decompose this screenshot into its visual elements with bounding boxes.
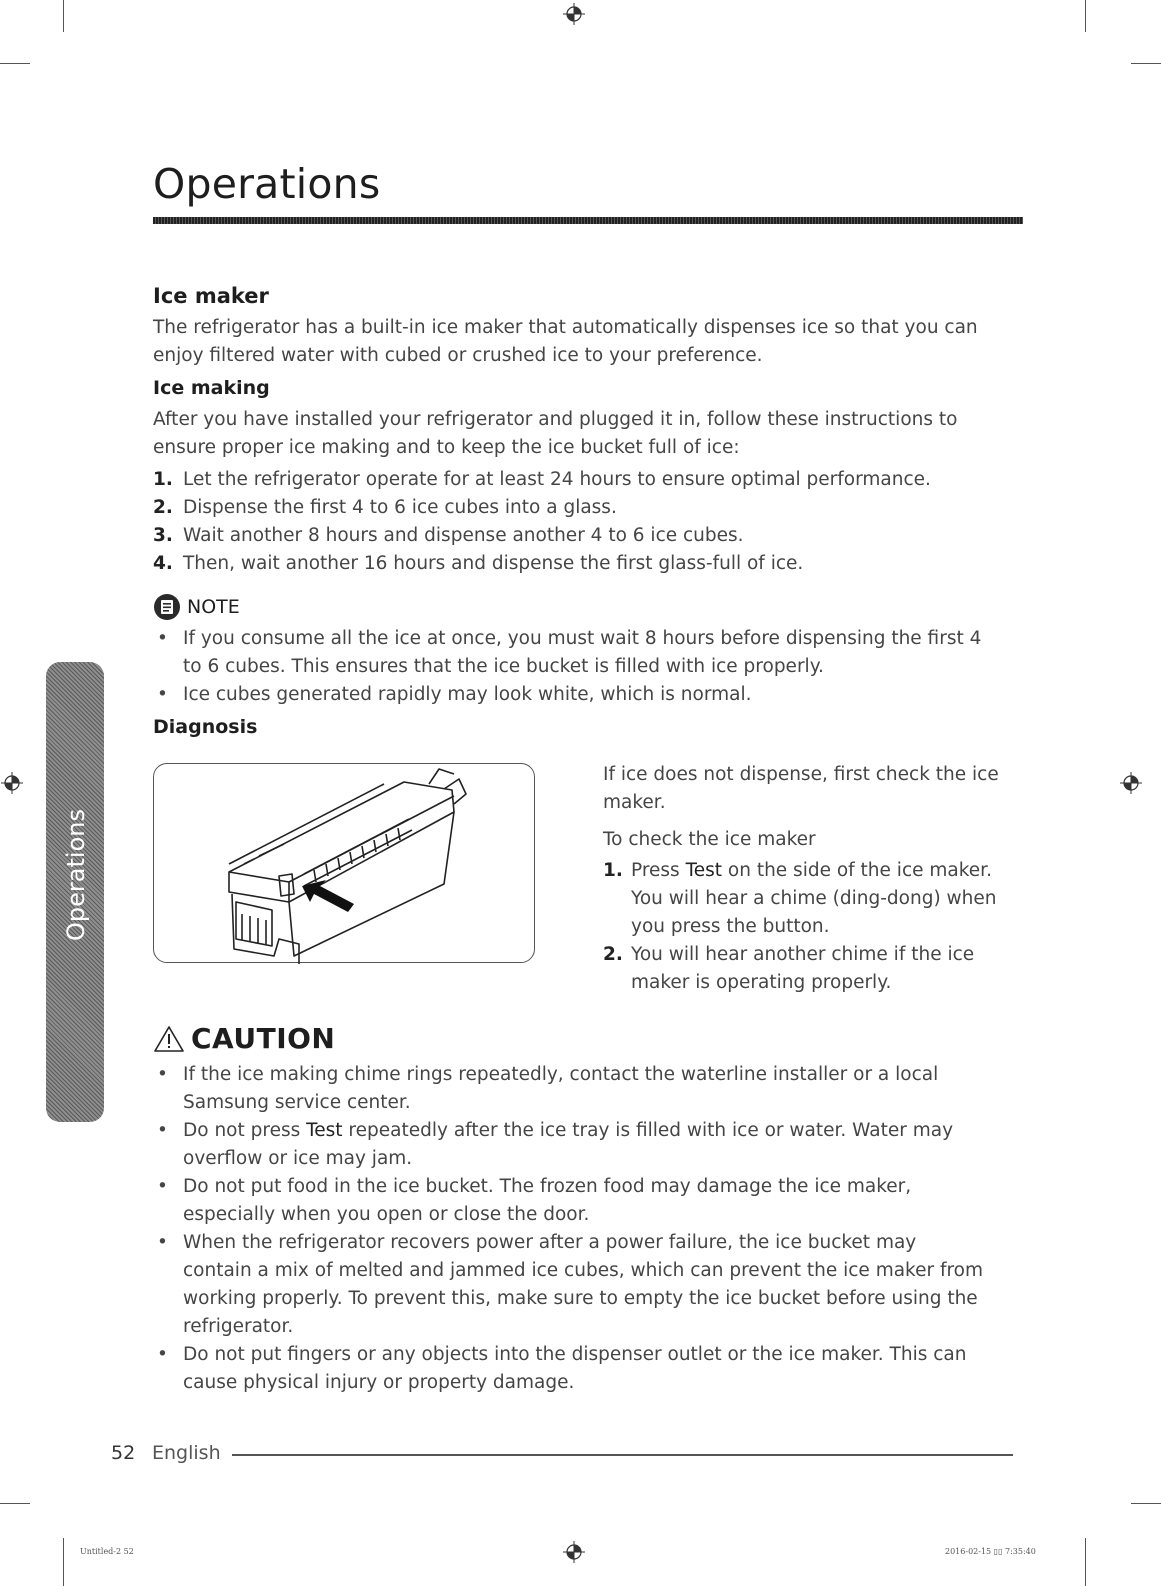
text-segment: Do not press [183, 1120, 307, 1141]
warning-icon [153, 1025, 185, 1053]
list-item [153, 466, 1003, 494]
caution-list [153, 1061, 1023, 1397]
page-number: 52 [111, 1442, 136, 1464]
footer-language: English [152, 1442, 221, 1464]
crop-mark [1131, 63, 1161, 64]
subheading-diagnosis: Diagnosis [153, 716, 258, 738]
crop-mark [0, 63, 30, 64]
ice-making-steps [153, 466, 1003, 578]
step-text: Then, wait another 16 hours and dispense the first glass-full of ice. [183, 553, 804, 574]
crop-mark [1131, 1503, 1161, 1504]
text-line: If the ice making chime rings repeatedly, contact the waterline installer or a local [183, 1064, 939, 1085]
diagnosis-steps [603, 857, 1023, 997]
caution-header [153, 1022, 335, 1055]
text-line: overflow or ice may jam. [183, 1148, 413, 1169]
text-line: Samsung service center. [183, 1092, 411, 1113]
text-line: You will hear another chime if the ice [631, 944, 975, 965]
step-number: 2. [153, 497, 173, 518]
ice-making-intro [153, 406, 1003, 462]
text-line: contain a mix of melted and jammed ice cubes, which can prevent the ice maker from [183, 1260, 984, 1281]
text-line: working properly. To prevent this, make sure to empty the ice bucket before using the [183, 1288, 978, 1309]
list-item [153, 1229, 1023, 1341]
bullet-icon: • [157, 1120, 168, 1141]
section-heading-ice-maker: Ice maker [153, 284, 269, 308]
print-slug-left: Untitled-2 52 [80, 1547, 134, 1556]
text-segment: repeatedly after the ice tray is filled with ice or water. Water may [342, 1120, 954, 1141]
crop-mark [0, 1503, 30, 1504]
crop-mark [63, 0, 64, 32]
print-slug-right: 2016-02-15 ▯▯ 7:35:40 [945, 1547, 1036, 1556]
diagnosis-intro [603, 761, 1023, 817]
list-item [153, 494, 1003, 522]
text-line: ensure proper ice making and to keep the ice bucket full of ice: [153, 437, 740, 458]
list-item [153, 1061, 1023, 1117]
list-item [153, 1173, 1023, 1229]
registration-mark-icon [1, 0, 23, 22]
list-item [153, 550, 1003, 578]
caution-label: CAUTION [191, 1022, 336, 1055]
crop-mark [1085, 0, 1086, 32]
text-line: The refrigerator has a built-in ice maker that automatically dispenses ice so that you can [153, 317, 978, 338]
subheading-ice-making: Ice making [153, 377, 270, 399]
text-line: maker is operating properly. [631, 972, 892, 993]
registration-mark-icon [563, 1541, 585, 1563]
text-line: refrigerator. [183, 1316, 294, 1337]
check-label: To check the ice maker [603, 829, 816, 850]
text-line: Ice cubes generated rapidly may look white, which is normal. [183, 684, 752, 705]
list-item [603, 941, 1023, 997]
text-line: Do not put food in the ice bucket. The frozen food may damage the ice maker, [183, 1176, 912, 1197]
side-tab-label: Operations [62, 809, 91, 941]
text-line: Do not put fingers or any objects into the dispenser outlet or the ice maker. This can [183, 1344, 967, 1365]
bullet-icon: • [157, 684, 168, 705]
note-header [153, 593, 240, 621]
registration-mark-icon [563, 3, 585, 25]
text-line: especially when you open or close the door. [183, 1204, 590, 1225]
list-item [153, 625, 1013, 681]
step-number: 4. [153, 553, 173, 574]
registration-mark-icon [1, 772, 23, 794]
text-line: When the refrigerator recovers power after a power failure, the ice bucket may [183, 1232, 917, 1253]
text-line: maker. [603, 792, 666, 813]
list-item [153, 681, 1013, 709]
test-button-label: Test [306, 1120, 343, 1141]
note-list [153, 625, 1013, 709]
text-segment: Press [631, 860, 686, 881]
text-line: If you consume all the ice at once, you must wait 8 hours before dispensing the first 4 [183, 628, 982, 649]
step-number: 1. [153, 469, 173, 490]
list-item [153, 1341, 1023, 1397]
title-rule [153, 217, 1023, 224]
text-line: You will hear a chime (ding-dong) when [631, 888, 997, 909]
note-label: NOTE [187, 596, 240, 618]
page-title: Operations [153, 160, 381, 208]
bullet-icon: • [157, 1176, 168, 1197]
list-item [603, 857, 1023, 941]
bullet-icon: • [157, 1232, 168, 1253]
text-line: If ice does not dispense, first check the ice [603, 764, 999, 785]
step-number: 2. [603, 944, 623, 965]
bullet-icon: • [157, 1344, 168, 1365]
text-line: cause physical injury or property damage. [183, 1372, 575, 1393]
text-line: After you have installed your refrigerator and plugged it in, follow these instructions to [153, 409, 958, 430]
registration-mark-icon [1120, 772, 1142, 794]
text-line: to 6 cubes. This ensures that the ice bucket is filled with ice properly. [183, 656, 824, 677]
note-icon [153, 593, 181, 621]
step-text: Dispense the first 4 to 6 ice cubes into a glass. [183, 497, 617, 518]
ice-maker-illustration [153, 763, 535, 963]
list-item [153, 522, 1003, 550]
footer-rule [232, 1454, 1013, 1456]
text-line: you press the button. [631, 916, 830, 937]
bullet-icon: • [157, 1064, 168, 1085]
side-tab-label-wrap [52, 800, 100, 950]
text-segment: on the side of the ice maker. [722, 860, 992, 881]
ice-maker-intro [153, 314, 1003, 370]
list-item [153, 1117, 1023, 1173]
ice-maker-image [154, 764, 536, 964]
step-text: Let the refrigerator operate for at least 24 hours to ensure optimal performance. [183, 469, 931, 490]
test-button-label: Test [685, 860, 723, 881]
step-number: 3. [153, 525, 173, 546]
crop-mark [63, 1538, 64, 1586]
crop-mark [1085, 1538, 1086, 1586]
step-number: 1. [603, 860, 623, 881]
step-text: Wait another 8 hours and dispense another 4 to 6 ice cubes. [183, 525, 744, 546]
bullet-icon: • [157, 628, 168, 649]
text-line: enjoy filtered water with cubed or crushed ice to your preference. [153, 345, 763, 366]
